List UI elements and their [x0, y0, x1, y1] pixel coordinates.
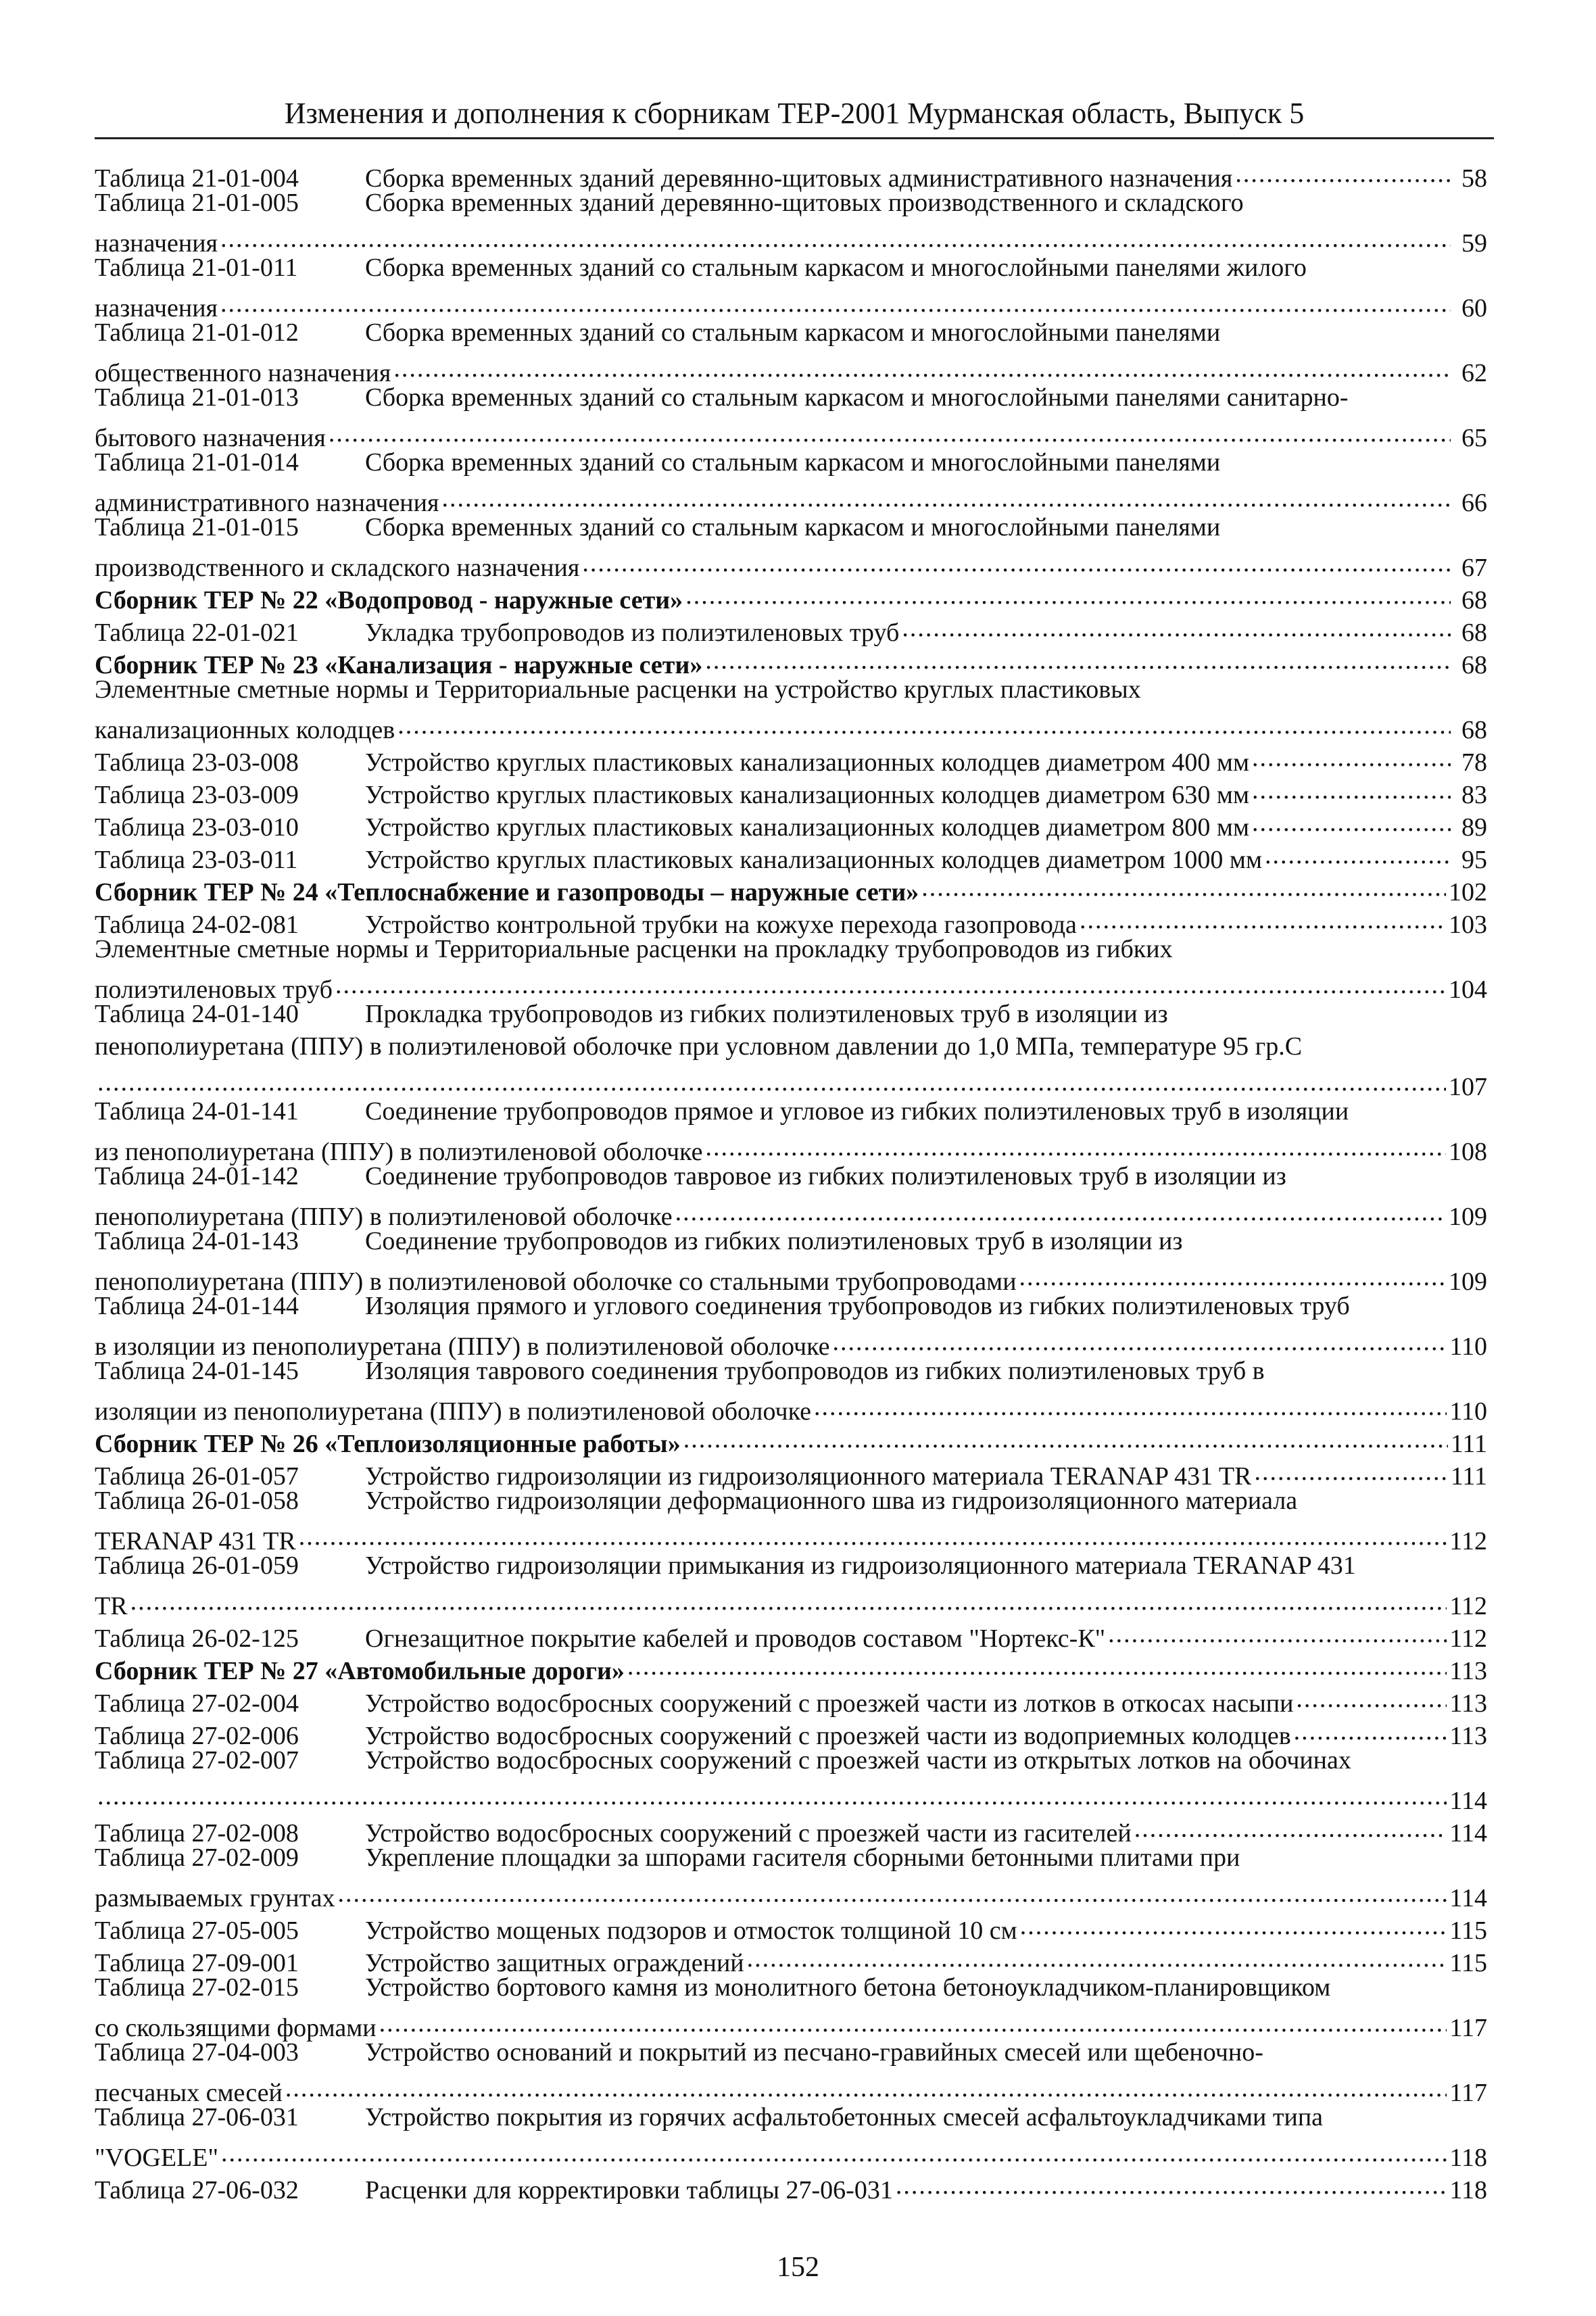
toc-entry-title: Устройство круглых пластиковых канализационных колодцев диаметром 400 мм: [365, 748, 1250, 777]
toc-entry-title: бытового назначения: [95, 424, 326, 452]
toc-entry: [95, 414, 1487, 452]
toc-entry-page: 68: [1461, 716, 1487, 744]
toc-entry-title: Устройство контрольной трубки на кожухе перехода газопровода: [365, 911, 1077, 939]
toc-entry: [95, 544, 1487, 582]
toc-entry-title: Устройство круглых пластиковых канализационных колодцев диаметром 630 мм: [365, 781, 1250, 809]
toc-entry-title: Соединение трубопроводов тавровое из гибких полиэтиленовых труб в изоляции из: [365, 1162, 1286, 1190]
toc-entry: [95, 187, 1487, 219]
toc-entry-title: Укрепление площадки за шпорами гасителя сборными бетонными плитами при: [365, 1843, 1240, 1872]
toc-entry-title: Сборник ТЕР № 23 «Канализация - наружные сети»: [95, 651, 703, 679]
toc-entry: [95, 1192, 1487, 1231]
toc-entry-title: Соединение трубопроводов прямое и угловое из гибких полиэтиленовых труб в изоляции: [365, 1097, 1349, 1126]
toc-entry: [95, 1582, 1487, 1620]
toc-entry-table-number: Таблица 21-01-015: [95, 513, 299, 541]
toc-entry-title: производственного и складского назначения: [95, 554, 580, 582]
toc-entry-title: Устройство водосбросных сооружений с проезжей части из водоприемных колодцев: [365, 1722, 1291, 1750]
toc-entry: [95, 1030, 1487, 1063]
toc-entry: [95, 1128, 1487, 1166]
toc-entry-page: 109: [1449, 1203, 1487, 1231]
toc-entry-title: административного назначения: [95, 489, 439, 517]
toc-entry-title: Расценки для корректировки таблицы 27-06-031: [365, 2176, 893, 2204]
page-number: 152: [777, 2252, 819, 2283]
toc-entry: [95, 673, 1487, 706]
toc-entry: [95, 381, 1487, 414]
toc-entry-table-number: Таблица 21-01-013: [95, 383, 299, 412]
toc-entry-table-number: Таблица 23-03-008: [95, 748, 299, 777]
dot-leader: [1235, 154, 1451, 187]
toc-entry-page: 115: [1449, 1916, 1487, 1945]
toc-entry-title: Устройство гидроизоляции примыкания из гидроизоляционного материала TERANAP 431: [365, 1551, 1356, 1580]
dot-leader: [747, 1939, 1447, 1971]
dot-leader: [627, 1647, 1447, 1679]
toc-entry-page: 83: [1461, 781, 1487, 809]
toc-entry: [95, 1257, 1487, 1296]
dot-leader: [441, 479, 1451, 511]
toc-entry-title: пенополиуретана (ППУ) в полиэтиленовой оболочке при условном давлении до 1,0 МПа, температуре 95 гр.С: [95, 1032, 1303, 1061]
toc-entry: [95, 1549, 1487, 1582]
toc-entry: [95, 706, 1487, 744]
toc-entry: [95, 1225, 1487, 1257]
toc-entry-table-number: Таблица 26-01-057: [95, 1462, 299, 1491]
dot-leader: [705, 1128, 1446, 1160]
toc-entry: [95, 2101, 1487, 2133]
toc-entry-page: 113: [1449, 1657, 1487, 1685]
toc-entry-title: TERANAP 431 TR: [95, 1527, 296, 1555]
toc-entry: [95, 1874, 1487, 1912]
toc-entry-page: 114: [1449, 1787, 1487, 1815]
toc-entry-title: Сборка временных зданий деревянно-щитовых административного назначения: [365, 164, 1233, 193]
dot-leader: [220, 284, 1451, 316]
dot-leader: [814, 1387, 1447, 1420]
toc-entry-title: изоляции из пенополиуретана (ППУ) в полиэтиленовой оболочке: [95, 1397, 812, 1426]
toc-entry: [95, 219, 1487, 258]
dot-leader: [685, 576, 1451, 608]
toc-entry-table-number: Таблица 21-01-012: [95, 318, 299, 347]
toc-entry-title: Укладка трубопроводов из полиэтиленовых труб: [365, 619, 900, 647]
toc-entry-title: Устройство мощеных подзоров и отмосток толщиной 10 см: [365, 1916, 1017, 1945]
dot-leader: [397, 706, 1451, 738]
toc-entry-page: 65: [1461, 424, 1487, 452]
toc-entry-page: 115: [1449, 1949, 1487, 1977]
toc-entry-title: Устройство покрытия из горячих асфальтобетонных смесей асфальтоукладчиками типа: [365, 2103, 1324, 2131]
toc-entry-page: 68: [1461, 586, 1487, 614]
toc-entry-title: Сборник ТЕР № 22 «Водопровод - наружные сети»: [95, 586, 683, 614]
toc-entry-table-number: Таблица 27-06-031: [95, 2103, 299, 2131]
toc-entry-title: канализационных колодцев: [95, 716, 395, 744]
toc-entry-table-number: Таблица 24-01-145: [95, 1357, 299, 1385]
toc-entry-title: Огнезащитное покрытие кабелей и проводов составом "Нортекс-К": [365, 1624, 1106, 1653]
toc-entry: [95, 965, 1487, 1004]
toc-entry-page: 102: [1449, 878, 1487, 907]
dot-leader: [1254, 1452, 1447, 1485]
toc-entry-table-number: Таблица 24-02-081: [95, 911, 299, 939]
toc-entry: [95, 1777, 1487, 1815]
toc-entry-title: назначения: [95, 229, 218, 258]
dot-leader: [582, 544, 1451, 576]
toc-entry-title: Устройство защитных ограждений: [365, 1949, 744, 1977]
toc-entry-page: 111: [1450, 1430, 1487, 1458]
toc-entry-title: Устройство круглых пластиковых канализационных колодцев диаметром 1000 мм: [365, 846, 1263, 874]
toc-entry-table-number: Таблица 27-02-015: [95, 1973, 299, 2002]
toc-entry-table-number: Таблица 23-03-011: [95, 846, 298, 874]
dot-leader: [335, 965, 1446, 998]
toc-entry-page: 118: [1449, 2176, 1487, 2204]
toc-entry-table-number: Таблица 21-01-005: [95, 189, 299, 217]
toc-entry-page: 68: [1461, 619, 1487, 647]
dot-leader: [97, 1777, 1447, 1809]
toc-entry-title: Сборка временных зданий со стальным каркасом и многослойными панелями санитарно-: [365, 383, 1349, 412]
toc-entry-table-number: Таблица 21-01-004: [95, 164, 299, 193]
toc-entry: [95, 1485, 1487, 1517]
toc-entry-title: Сборка временных зданий со стальным каркасом и многослойными панелями: [365, 318, 1221, 347]
toc-entry-page: 114: [1449, 1819, 1487, 1848]
toc-entry: [95, 2036, 1487, 2069]
toc-entry-title: "VOGELE": [95, 2144, 218, 2172]
toc-entry-page: 112: [1449, 1624, 1487, 1653]
dot-leader: [705, 641, 1451, 673]
toc-entry-page: 113: [1449, 1722, 1487, 1750]
toc-entry-page: 104: [1449, 975, 1487, 1004]
toc-entry-title: со скользящими формами: [95, 2014, 377, 2042]
toc-entry-page: 112: [1449, 1592, 1487, 1620]
toc-entry-title: в изоляции из пенополиуретана (ППУ) в полиэтиленовой оболочке: [95, 1332, 830, 1361]
toc-entry-table-number: Таблица 27-04-003: [95, 2038, 299, 2067]
dot-leader: [393, 349, 1451, 381]
toc-entry-title: Элементные сметные нормы и Территориальные расценки на устройство круглых пластиковых: [95, 675, 1141, 704]
toc-entry: [95, 1290, 1487, 1322]
toc-entry: [95, 446, 1487, 479]
toc-entry-table-number: Таблица 27-02-009: [95, 1843, 299, 1872]
toc-entry-title: песчаных смесей: [95, 2079, 283, 2107]
toc-entry-title: полиэтиленовых труб: [95, 975, 333, 1004]
toc-entry: [95, 1160, 1487, 1192]
toc-entry-page: 103: [1449, 911, 1487, 939]
toc-entry-page: 67: [1461, 554, 1487, 582]
toc-entry-title: Сборник ТЕР № 26 «Теплоизоляционные работы»: [95, 1430, 681, 1458]
table-of-contents: [95, 154, 1487, 2204]
dot-leader: [1252, 803, 1451, 836]
page-header: Изменения и дополнения к сборникам ТЕР-2001 Мурманская область, Выпуск 5: [284, 97, 1305, 130]
toc-entry-title: Соединение трубопроводов из гибких полиэтиленовых труб в изоляции из: [365, 1227, 1183, 1255]
dot-leader: [379, 2004, 1447, 2036]
toc-entry-table-number: Таблица 26-02-125: [95, 1624, 299, 1653]
dot-leader: [1134, 1809, 1447, 1841]
toc-entry-page: 62: [1461, 359, 1487, 387]
dot-leader: [338, 1874, 1447, 1906]
toc-entry-page: 118: [1449, 2144, 1487, 2172]
toc-entry-title: Изоляция таврового соединения трубопроводов из гибких полиэтиленовых труб в: [365, 1357, 1265, 1385]
dot-leader: [130, 1582, 1447, 1614]
toc-entry: [95, 2166, 1487, 2204]
toc-entry: [95, 479, 1487, 517]
toc-entry-title: из пенополиуретана (ППУ) в полиэтиленовой оболочке: [95, 1138, 703, 1166]
toc-entry-title: размываемых грунтах: [95, 1884, 335, 1912]
toc-entry-page: 110: [1449, 1332, 1487, 1361]
toc-entry: [95, 1355, 1487, 1387]
toc-entry: [95, 1614, 1487, 1653]
toc-entry-table-number: Таблица 23-03-009: [95, 781, 299, 809]
toc-entry-title: пенополиуретана (ППУ) в полиэтиленовой оболочке: [95, 1203, 673, 1231]
toc-entry-table-number: Таблица 27-06-032: [95, 2176, 299, 2204]
toc-entry: [95, 2069, 1487, 2107]
toc-entry-title: TR: [95, 1592, 128, 1620]
toc-entry-table-number: Таблица 24-01-140: [95, 1000, 299, 1028]
toc-entry-page: 60: [1461, 294, 1487, 322]
toc-entry-title: Элементные сметные нормы и Территориальные расценки на прокладку трубопроводов из гибких: [95, 935, 1173, 963]
dot-leader: [902, 608, 1451, 641]
dot-leader: [1265, 836, 1451, 868]
toc-entry: [95, 1744, 1487, 1777]
toc-entry-page: 68: [1461, 651, 1487, 679]
dot-leader: [1020, 1906, 1447, 1939]
toc-entry-page: 114: [1449, 1884, 1487, 1912]
toc-entry-table-number: Таблица 21-01-014: [95, 448, 299, 477]
toc-entry: [95, 511, 1487, 544]
toc-entry-title: Прокладка трубопроводов из гибких полиэтиленовых труб в изоляции из: [365, 1000, 1168, 1028]
toc-entry-table-number: Таблица 24-01-142: [95, 1162, 299, 1190]
toc-entry-title: Устройство водосбросных сооружений с проезжей части из лотков в откосах насыпи: [365, 1689, 1294, 1718]
toc-entry-title: назначения: [95, 294, 218, 322]
toc-entry-title: Сборка временных зданий со стальным каркасом и многослойными панелями: [365, 448, 1221, 477]
toc-entry-page: 110: [1449, 1397, 1487, 1426]
toc-entry-page: 58: [1461, 164, 1487, 193]
toc-entry-title: Устройство оснований и покрытий из песчано-гравийных смесей или щебеночно-: [365, 2038, 1263, 2067]
toc-entry-title: пенополиуретана (ППУ) в полиэтиленовой оболочке со стальными трубопроводами: [95, 1268, 1017, 1296]
toc-entry-title: Устройство круглых пластиковых канализационных колодцев диаметром 800 мм: [365, 813, 1250, 842]
dot-leader: [1296, 1679, 1447, 1712]
dot-leader: [683, 1420, 1448, 1452]
toc-entry: [95, 1063, 1487, 1101]
toc-entry: [95, 154, 1487, 193]
toc-entry-page: 107: [1449, 1073, 1487, 1101]
dot-leader: [675, 1192, 1446, 1225]
toc-entry: [95, 349, 1487, 387]
toc-entry-page: 111: [1450, 1462, 1487, 1491]
dot-leader: [1252, 738, 1451, 771]
toc-entry-title: Устройство гидроизоляции из гидроизоляционного материала TERANAP 431 TR: [365, 1462, 1252, 1491]
toc-entry-page: 108: [1449, 1138, 1487, 1166]
toc-entry: [95, 1809, 1487, 1848]
toc-entry: [95, 1322, 1487, 1361]
toc-entry-title: Изоляция прямого и углового соединения трубопроводов из гибких полиэтиленовых труб: [365, 1292, 1350, 1320]
toc-entry-page: 117: [1449, 2014, 1487, 2042]
toc-entry-title: общественного назначения: [95, 359, 391, 387]
toc-entry-title: Сборка временных зданий со стальным каркасом и многослойными панелями жилого: [365, 254, 1307, 282]
dot-leader: [285, 2069, 1447, 2101]
toc-entry: [95, 1517, 1487, 1555]
toc-entry-table-number: Таблица 27-09-001: [95, 1949, 299, 1977]
header-rule: [95, 137, 1494, 139]
toc-entry-table-number: Таблица 24-01-143: [95, 1227, 299, 1255]
toc-entry-page: 112: [1449, 1527, 1487, 1555]
toc-entry: [95, 1841, 1487, 1874]
toc-entry-title: Устройство бортового камня из монолитного бетона бетоноукладчиком-планировщиком: [365, 1973, 1331, 2002]
dot-leader: [299, 1517, 1447, 1549]
dot-leader: [1019, 1257, 1446, 1290]
toc-entry-table-number: Таблица 27-05-005: [95, 1916, 299, 1945]
toc-entry: [95, 1095, 1487, 1128]
toc-entry-table-number: Таблица 27-02-007: [95, 1746, 299, 1775]
toc-entry-table-number: Таблица 22-01-021: [95, 619, 299, 647]
dot-leader: [832, 1322, 1447, 1355]
toc-entry-page: 95: [1461, 846, 1487, 874]
dot-leader: [921, 868, 1446, 900]
toc-entry: [95, 2004, 1487, 2042]
toc-entry-table-number: Таблица 26-01-059: [95, 1551, 299, 1580]
toc-entry-page: 113: [1449, 1689, 1487, 1718]
dot-leader: [1294, 1712, 1447, 1744]
toc-entry: [95, 933, 1487, 965]
dot-leader: [220, 219, 1451, 251]
toc-entry: [95, 998, 1487, 1030]
toc-entry-title: Устройство гидроизоляции деформационного шва из гидроизоляционного материала: [365, 1487, 1298, 1515]
toc-entry-table-number: Таблица 24-01-141: [95, 1097, 299, 1126]
dot-leader: [97, 1063, 1446, 1095]
dot-leader: [896, 2166, 1447, 2198]
toc-entry-page: 59: [1461, 229, 1487, 258]
toc-entry-page: 66: [1461, 489, 1487, 517]
dot-leader: [1108, 1614, 1447, 1647]
dot-leader: [1080, 900, 1446, 933]
toc-entry-title: Устройство водосбросных сооружений с проезжей части из гасителей: [365, 1819, 1132, 1848]
toc-entry-title: Сборка временных зданий со стальным каркасом и многослойными панелями: [365, 513, 1221, 541]
toc-entry-table-number: Таблица 21-01-011: [95, 254, 298, 282]
toc-entry-table-number: Таблица 27-02-008: [95, 1819, 299, 1848]
toc-entry-title: Устройство водосбросных сооружений с проезжей части из открытых лотков на обочинах: [365, 1746, 1351, 1775]
toc-entry: [95, 2133, 1487, 2172]
toc-entry-page: 78: [1461, 748, 1487, 777]
dot-leader: [221, 2133, 1447, 2166]
toc-entry: [95, 316, 1487, 349]
toc-entry-table-number: Таблица 24-01-144: [95, 1292, 299, 1320]
toc-entry-page: 109: [1449, 1268, 1487, 1296]
toc-entry-title: Сборник ТЕР № 27 «Автомобильные дороги»: [95, 1657, 625, 1685]
toc-entry-title: Сборник ТЕР № 24 «Теплоснабжение и газопроводы – наружные сети»: [95, 878, 919, 907]
toc-entry-table-number: Таблица 23-03-010: [95, 813, 299, 842]
toc-entry-title: Сборка временных зданий деревянно-щитовых производственного и складского: [365, 189, 1244, 217]
toc-entry-table-number: Таблица 27-02-004: [95, 1689, 299, 1718]
toc-entry-table-number: Таблица 27-02-006: [95, 1722, 299, 1750]
toc-entry-page: 117: [1449, 2079, 1487, 2107]
toc-entry: [95, 284, 1487, 322]
toc-entry: [95, 1971, 1487, 2004]
toc-entry-table-number: Таблица 26-01-058: [95, 1487, 299, 1515]
dot-leader: [1252, 771, 1451, 803]
dot-leader: [329, 414, 1451, 446]
toc-entry: [95, 251, 1487, 284]
toc-entry-page: 89: [1461, 813, 1487, 842]
toc-entry: [95, 1387, 1487, 1426]
